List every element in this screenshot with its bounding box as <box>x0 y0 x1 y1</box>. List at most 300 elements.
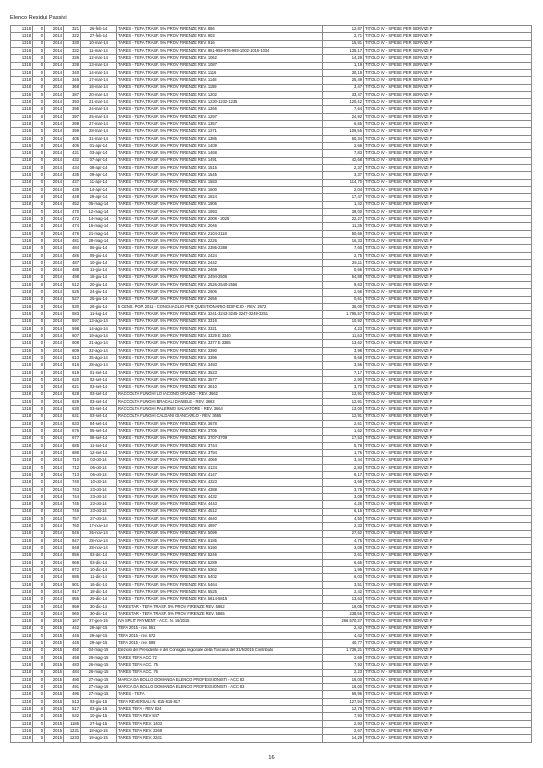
data-cell: 27-mar-14 <box>81 121 117 128</box>
importo-cell: 2,37 <box>323 164 364 171</box>
titolo-cell: TITOLO IV - SPESE PER SERVIZI P <box>364 91 532 98</box>
table-row <box>11 47 532 54</box>
numero-cell: 498 <box>64 274 81 281</box>
titolo-cell: TITOLO IV - SPESE PER SERVIZI P <box>364 589 532 596</box>
importo-cell: 3,09 <box>323 545 364 552</box>
numero-cell: 757 <box>64 515 81 522</box>
anno-cell: 2014 <box>45 274 64 281</box>
importo-cell: 4,42 <box>323 632 364 639</box>
descrizione-cell: TARES TEFA ACC 72 <box>117 654 323 661</box>
numero-cell: 740 <box>64 479 81 486</box>
titolo-cell: TITOLO IV - SPESE PER SERVIZI P <box>364 632 532 639</box>
descrizione-cell: TARES - TEFA TRASF. 5% PROV FIRENZE REV. 951-959-976-993-1002-1016-1034 <box>117 47 323 54</box>
importo-cell: 12,91 <box>323 391 364 398</box>
capitolo-cell: 1318 <box>11 428 33 435</box>
table-row <box>11 552 532 559</box>
descrizione-cell: TEFA 2015 - rev. 599 <box>117 640 323 647</box>
capitolo-cell: 1318 <box>11 494 33 501</box>
data-cell: 28-mar-14 <box>81 128 117 135</box>
numero-cell: 613 <box>64 355 81 362</box>
anno-cell: 2014 <box>45 77 64 84</box>
table-row <box>11 194 532 201</box>
descrizione-cell: TARES - TEFA TRASF. 5% PROV FIRENZE REV. 903 <box>117 33 323 40</box>
capitolo-cell: 1318 <box>11 706 33 713</box>
articolo-cell: 0 <box>33 296 45 303</box>
descrizione-cell: TARES TEFA REV 847 <box>117 713 323 720</box>
articolo-cell: 0 <box>33 121 45 128</box>
importo-cell: 69,96 <box>323 691 364 698</box>
importo-cell: 14,29 <box>323 735 364 743</box>
data-cell: 28-apr-15 <box>81 625 117 632</box>
importo-cell: 27,62 <box>323 530 364 537</box>
importo-cell: 120,42 <box>323 99 364 106</box>
importo-cell: 50,66 <box>323 230 364 237</box>
titolo-cell: TITOLO IV - SPESE PER SERVIZI P <box>364 435 532 442</box>
capitolo-cell: 1318 <box>11 84 33 91</box>
importo-cell: 3,44 <box>323 457 364 464</box>
titolo-cell: TITOLO IV - SPESE PER SERVIZI P <box>364 479 532 486</box>
titolo-cell: TITOLO IV - SPESE PER SERVIZI P <box>364 413 532 420</box>
table-row <box>11 340 532 347</box>
anno-cell: 2014 <box>45 340 64 347</box>
titolo-cell: TITOLO IV - SPESE PER SERVIZI P <box>364 420 532 427</box>
descrizione-cell: TARES - TEFA TRASF. 5% PROV FIRENZE REV. 1357 <box>117 121 323 128</box>
numero-cell: 393 <box>64 99 81 106</box>
articolo-cell: 0 <box>33 523 45 530</box>
importo-cell: 8,68 <box>323 355 364 362</box>
table-row <box>11 296 532 303</box>
table-row <box>11 325 532 332</box>
numero-cell: 619 <box>64 369 81 376</box>
descrizione-cell: TARES - TEFA TRASF. 5% PROV FIRENZE REV. 3744 <box>117 442 323 449</box>
anno-cell: 2014 <box>45 420 64 427</box>
descrizione-cell: TARES - TEFA TRASF. 5% PROV FIRENZE REV. 4388 <box>117 486 323 493</box>
table-row <box>11 55 532 62</box>
importo-cell: 3,98 <box>323 347 364 354</box>
numero-cell: 1233 <box>64 735 81 743</box>
titolo-cell: TITOLO IV - SPESE PER SERVIZI P <box>364 530 532 537</box>
data-cell: 29-apr-14 <box>81 194 117 201</box>
importo-cell: 135,17 <box>323 47 364 54</box>
data-cell: 27-gen-15 <box>81 618 117 625</box>
data-cell: 01-apr-14 <box>81 143 117 150</box>
numero-cell: 439 <box>64 186 81 193</box>
descrizione-cell: TARES - TEFA TRASF. 5% PROV FIRENZE REV. 3390 <box>117 347 323 354</box>
importo-cell: 3,56 <box>323 362 364 369</box>
anno-cell: 2014 <box>45 479 64 486</box>
anno-cell: 2014 <box>45 164 64 171</box>
table-row <box>11 121 532 128</box>
data-cell: 19-ago-15 <box>81 735 117 743</box>
anno-cell: 2014 <box>45 201 64 208</box>
articolo-cell: 0 <box>33 567 45 574</box>
descrizione-cell: TARES - TEFA TRASF. 5% PROV FIRENZE REV. 3493 <box>117 362 323 369</box>
numero-cell: 437 <box>64 179 81 186</box>
articolo-cell: 0 <box>33 676 45 683</box>
titolo-cell: TITOLO IV - SPESE PER SERVIZI P <box>364 172 532 179</box>
anno-cell: 2014 <box>45 530 64 537</box>
importo-cell: 60,34 <box>323 135 364 142</box>
anno-cell: 2015 <box>45 684 64 691</box>
anno-cell: 2014 <box>45 150 64 157</box>
numero-cell: 486 <box>64 252 81 259</box>
importo-cell: 0,61 <box>323 296 364 303</box>
capitolo-cell: 1318 <box>11 589 33 596</box>
anno-cell: 2014 <box>45 281 64 288</box>
capitolo-cell: 1318 <box>11 640 33 647</box>
table-row <box>11 596 532 603</box>
articolo-cell: 0 <box>33 62 45 69</box>
articolo-cell: 0 <box>33 355 45 362</box>
titolo-cell: TITOLO IV - SPESE PER SERVIZI P <box>364 40 532 47</box>
numero-cell: 960 <box>64 611 81 618</box>
numero-cell: 688 <box>64 450 81 457</box>
table-row <box>11 362 532 369</box>
importo-cell: 17,53 <box>323 435 364 442</box>
capitolo-cell: 1318 <box>11 216 33 223</box>
descrizione-cell: TARES TEFA REV. 2341 <box>117 735 323 743</box>
anno-cell: 2014 <box>45 574 64 581</box>
importo-cell: 40,77 <box>323 640 364 647</box>
numero-cell: 474 <box>64 223 81 230</box>
table-row <box>11 223 532 230</box>
numero-cell: 621 <box>64 384 81 391</box>
anno-cell: 2014 <box>45 413 64 420</box>
importo-cell: 2,23 <box>323 669 364 676</box>
titolo-cell: TITOLO IV - SPESE PER SERVIZI P <box>364 611 532 618</box>
data-cell: 25-ago-14 <box>81 355 117 362</box>
data-cell: 16-dic-14 <box>81 581 117 588</box>
data-cell: 31-mar-14 <box>81 135 117 142</box>
titolo-cell: TITOLO IV - SPESE PER SERVIZI P <box>364 567 532 574</box>
titolo-cell: TITOLO IV - SPESE PER SERVIZI P <box>364 296 532 303</box>
numero-cell: 484 <box>64 245 81 252</box>
descrizione-cell: MARCA DA BOLLO DOMANDA ELENCO PROFESSIONISTI - ACC 82 <box>117 676 323 683</box>
table-row <box>11 486 532 493</box>
titolo-cell: TITOLO IV - SPESE PER SERVIZI P <box>364 684 532 691</box>
importo-cell: 1,42 <box>323 201 364 208</box>
articolo-cell: 0 <box>33 537 45 544</box>
numero-cell: 630 <box>64 406 81 413</box>
importo-cell: 13,00 <box>323 406 364 413</box>
numero-cell: 476 <box>64 230 81 237</box>
table-row <box>11 347 532 354</box>
capitolo-cell: 1318 <box>11 62 33 69</box>
table-row <box>11 581 532 588</box>
descrizione-cell: TARES - TEFA TRASF. 5% PROV FIRENZE REV. 4443 <box>117 501 323 508</box>
table-row <box>11 442 532 449</box>
descrizione-cell: TARES - TEFA TRASF. 5% PROV FIRENZE REV. 1159 <box>117 84 323 91</box>
capitolo-cell: 1318 <box>11 632 33 639</box>
anno-cell: 2014 <box>45 245 64 252</box>
page-title: Elenco Residui Passivi <box>10 15 67 21</box>
importo-cell: 238,56 <box>323 611 364 618</box>
articolo-cell: 0 <box>33 267 45 274</box>
anno-cell: 2014 <box>45 179 64 186</box>
capitolo-cell: 1318 <box>11 106 33 113</box>
anno-cell: 2014 <box>45 135 64 142</box>
descrizione-cell: TARES TEFA REV. 2269 <box>117 728 323 735</box>
articolo-cell: 0 <box>33 128 45 135</box>
capitolo-cell: 1318 <box>11 252 33 259</box>
titolo-cell: TITOLO IV - SPESE PER SERVIZI P <box>364 33 532 40</box>
numero-cell: 406 <box>64 143 81 150</box>
capitolo-cell: 1318 <box>11 420 33 427</box>
capitolo-cell: 1318 <box>11 720 33 727</box>
table-row <box>11 713 532 720</box>
table-row <box>11 164 532 171</box>
importo-cell: 0,66 <box>323 267 364 274</box>
articolo-cell: 0 <box>33 186 45 193</box>
capitolo-cell: 1318 <box>11 508 33 515</box>
titolo-cell: TITOLO IV - SPESE PER SERVIZI P <box>364 143 532 150</box>
descrizione-cell: TARES - TEFA TRASF. 5% PROV FIRENZE REV. 5402 <box>117 574 323 581</box>
anno-cell: 2014 <box>45 99 64 106</box>
numero-cell: 405 <box>64 135 81 142</box>
articolo-cell: 0 <box>33 420 45 427</box>
capitolo-cell: 1318 <box>11 618 33 625</box>
table-row <box>11 369 532 376</box>
descrizione-cell: TARES - TEFA TRASF. 5% PROV FIRENZE REV. 4323 <box>117 479 323 486</box>
articolo-cell: 0 <box>33 603 45 610</box>
numero-cell: 452 <box>64 201 81 208</box>
table-row <box>11 281 532 288</box>
titolo-cell: TITOLO IV - SPESE PER SERVIZI P <box>364 698 532 705</box>
importo-cell: 2,61 <box>323 552 364 559</box>
articolo-cell: 0 <box>33 164 45 171</box>
importo-cell: 13,62 <box>323 340 364 347</box>
table-row <box>11 640 532 647</box>
articolo-cell: 0 <box>33 157 45 164</box>
capitolo-cell: 1318 <box>11 464 33 471</box>
capitolo-cell: 1318 <box>11 377 33 384</box>
titolo-cell: TITOLO IV - SPESE PER SERVIZI P <box>364 186 532 193</box>
descrizione-cell: TARESTAR - TEFA TRASF. 5% PROV FIRENZE REV. 5862 <box>117 603 323 610</box>
data-cell: 26-nov-14 <box>81 530 117 537</box>
titolo-cell: TITOLO IV - SPESE PER SERVIZI P <box>364 713 532 720</box>
articolo-cell: 0 <box>33 552 45 559</box>
articolo-cell: 0 <box>33 625 45 632</box>
titolo-cell: TITOLO IV - SPESE PER SERVIZI P <box>364 106 532 113</box>
importo-cell: 3,51 <box>323 581 364 588</box>
titolo-cell: TITOLO IV - SPESE PER SERVIZI P <box>364 55 532 62</box>
titolo-cell: TITOLO IV - SPESE PER SERVIZI P <box>364 596 532 603</box>
importo-cell: 106,55 <box>323 128 364 135</box>
capitolo-cell: 1318 <box>11 333 33 340</box>
anno-cell: 2014 <box>45 91 64 98</box>
descrizione-cell: TARES - TEFA TRASF. 5% PROV FIRENZE REV. 5362 <box>117 567 323 574</box>
anno-cell: 2014 <box>45 559 64 566</box>
data-cell: 13-ago-14 <box>81 318 117 325</box>
data-cell: 18-dic-14 <box>81 589 117 596</box>
titolo-cell: TITOLO IV - SPESE PER SERVIZI P <box>364 289 532 296</box>
numero-cell: 1231 <box>64 728 81 735</box>
data-cell: 10-mar-14 <box>81 40 117 47</box>
table-row <box>11 684 532 691</box>
articolo-cell: 0 <box>33 260 45 267</box>
anno-cell: 2014 <box>45 589 64 596</box>
titolo-cell: TITOLO IV - SPESE PER SERVIZI P <box>364 406 532 413</box>
anno-cell: 2014 <box>45 106 64 113</box>
anno-cell: 2014 <box>45 611 64 618</box>
table-row <box>11 113 532 120</box>
importo-cell: 6,17 <box>323 472 364 479</box>
capitolo-cell: 1318 <box>11 91 33 98</box>
numero-cell: 631 <box>64 413 81 420</box>
importo-cell: 6,55 <box>323 121 364 128</box>
capitolo-cell: 1318 <box>11 318 33 325</box>
capitolo-cell: 1318 <box>11 501 33 508</box>
numero-cell: 760 <box>64 523 81 530</box>
data-cell: 05-mag-14 <box>81 201 117 208</box>
capitolo-cell: 1318 <box>11 355 33 362</box>
data-cell: 29-mag-15 <box>81 654 117 661</box>
articolo-cell: 0 <box>33 216 45 223</box>
table-row <box>11 662 532 669</box>
data-cell: 20-mar-14 <box>81 91 117 98</box>
articolo-cell: 0 <box>33 545 45 552</box>
table-row <box>11 355 532 362</box>
capitolo-cell: 1318 <box>11 69 33 76</box>
numero-cell: 713 <box>64 472 81 479</box>
descrizione-cell: TARES - TEFA TRASF. 5% PROV FIRENZE REV. 1491 <box>117 157 323 164</box>
titolo-cell: TITOLO IV - SPESE PER SERVIZI P <box>364 340 532 347</box>
data-cell: 11-mar-14 <box>81 47 117 54</box>
table-row <box>11 406 532 413</box>
titolo-cell: TITOLO IV - SPESE PER SERVIZI P <box>364 720 532 727</box>
descrizione-cell: TARES - TEFA TRASF. 5% PROV FIRENZE REV. 4147 <box>117 472 323 479</box>
titolo-cell: TITOLO IV - SPESE PER SERVIZI P <box>364 347 532 354</box>
titolo-cell: TITOLO IV - SPESE PER SERVIZI P <box>364 164 532 171</box>
titolo-cell: TITOLO IV - SPESE PER SERVIZI P <box>364 69 532 76</box>
data-cell: 12-mag-14 <box>81 208 117 215</box>
data-cell: 27-lug-15 <box>81 720 117 727</box>
numero-cell: 676 <box>64 428 81 435</box>
capitolo-cell: 1318 <box>11 530 33 537</box>
data-cell: 18-mar-14 <box>81 84 117 91</box>
importo-cell: 12,87 <box>323 26 364 33</box>
capitolo-cell: 1318 <box>11 157 33 164</box>
articolo-cell: 0 <box>33 486 45 493</box>
articolo-cell: 0 <box>33 442 45 449</box>
numero-cell: 446 <box>64 640 81 647</box>
anno-cell: 2014 <box>45 567 64 574</box>
articolo-cell: 0 <box>33 706 45 713</box>
data-cell: 27-mag-15 <box>81 684 117 691</box>
importo-cell: 2,33 <box>323 523 364 530</box>
table-row <box>11 179 532 186</box>
descrizione-cell: TARES - TEFA TRASF. 5% PROV FIRENZE REV. 5185 <box>117 537 323 544</box>
titolo-cell: TITOLO IV - SPESE PER SERVIZI P <box>364 194 532 201</box>
anno-cell: 2015 <box>45 728 64 735</box>
numero-cell: 901 <box>64 581 81 588</box>
numero-cell: 955 <box>64 596 81 603</box>
articolo-cell: 0 <box>33 369 45 376</box>
capitolo-cell: 1318 <box>11 398 33 405</box>
capitolo-cell: 1318 <box>11 267 33 274</box>
numero-cell: 431 <box>64 150 81 157</box>
data-cell: 03-set-14 <box>81 398 117 405</box>
anno-cell: 2014 <box>45 347 64 354</box>
articolo-cell: 0 <box>33 647 45 654</box>
importo-cell: 30,19 <box>323 69 364 76</box>
table-row <box>11 69 532 76</box>
data-cell: 21-ago-14 <box>81 340 117 347</box>
capitolo-cell: 1318 <box>11 289 33 296</box>
table-row <box>11 128 532 135</box>
anno-cell: 2015 <box>45 691 64 698</box>
capitolo-cell: 1318 <box>11 347 33 354</box>
capitolo-cell: 1318 <box>11 479 33 486</box>
importo-cell: 3,09 <box>323 494 364 501</box>
anno-cell: 2015 <box>45 720 64 727</box>
capitolo-cell: 1318 <box>11 186 33 193</box>
titolo-cell: TITOLO IV - SPESE PER SERVIZI P <box>364 377 532 384</box>
importo-cell: 2,71 <box>323 33 364 40</box>
articolo-cell: 0 <box>33 179 45 186</box>
data-cell: 07-apr-14 <box>81 157 117 164</box>
importo-cell: 12,78 <box>323 706 364 713</box>
anno-cell: 2014 <box>45 406 64 413</box>
capitolo-cell: 1318 <box>11 33 33 40</box>
descrizione-cell: RACCOLTA FUNGHI CALDANI GIANCARLO - REV. 3665 <box>117 413 323 420</box>
data-cell: 26-feb-14 <box>81 26 117 33</box>
table-row <box>11 245 532 252</box>
data-cell: 27-mag-15 <box>81 691 117 698</box>
capitolo-cell: 1318 <box>11 311 33 318</box>
table-row <box>11 33 532 40</box>
table-row <box>11 537 532 544</box>
table-row <box>11 289 532 296</box>
descrizione-cell: TARES - TEFA TRASF. 5% PROV FIRENZE REV. 1468 <box>117 150 323 157</box>
articolo-cell: 0 <box>33 106 45 113</box>
capitolo-cell: 1318 <box>11 515 33 522</box>
importo-cell: 16,00 <box>323 676 364 683</box>
capitolo-cell: 1318 <box>11 406 33 413</box>
anno-cell: 2014 <box>45 457 64 464</box>
capitolo-cell: 1318 <box>11 728 33 735</box>
numero-cell: 484 <box>64 669 81 676</box>
anno-cell: 2014 <box>45 216 64 223</box>
numero-cell: 525 <box>64 289 81 296</box>
descrizione-cell: TARES - TEFA TRASF. 5% PROV FIRENZE REV. 5246 <box>117 552 323 559</box>
anno-cell: 2015 <box>45 654 64 661</box>
titolo-cell: TITOLO IV - SPESE PER SERVIZI P <box>364 230 532 237</box>
table-row <box>11 238 532 245</box>
articolo-cell: 0 <box>33 55 45 62</box>
data-cell: 10-giu-14 <box>81 260 117 267</box>
capitolo-cell: 1318 <box>11 611 33 618</box>
descrizione-cell: TARES - TEFA TRASF. 5% PROV FIRENZE REV. 1371 <box>117 128 323 135</box>
table-row <box>11 201 532 208</box>
descrizione-cell: TEFA 2015 - rev. 572 <box>117 632 323 639</box>
titolo-cell: TITOLO IV - SPESE PER SERVIZI P <box>364 47 532 54</box>
numero-cell: 597 <box>64 318 81 325</box>
anno-cell: 2014 <box>45 494 64 501</box>
data-cell: 09-giu-14 <box>81 252 117 259</box>
capitolo-cell: 1318 <box>11 669 33 676</box>
numero-cell: 527 <box>64 296 81 303</box>
anno-cell: 2015 <box>45 662 64 669</box>
numero-cell: 517 <box>64 706 81 713</box>
anno-cell: 2015 <box>45 669 64 676</box>
descrizione-cell: TARES - TEFA TRASF. 5% PROV FIRENZE REV. 2656 <box>117 296 323 303</box>
numero-cell: 445 <box>64 632 81 639</box>
descrizione-cell: TARES - TEFA TRASF. 5% PROV FIRENZE REV. 1824 <box>117 194 323 201</box>
numero-cell: 917 <box>64 589 81 596</box>
articolo-cell: 0 <box>33 238 45 245</box>
table-row <box>11 303 532 310</box>
